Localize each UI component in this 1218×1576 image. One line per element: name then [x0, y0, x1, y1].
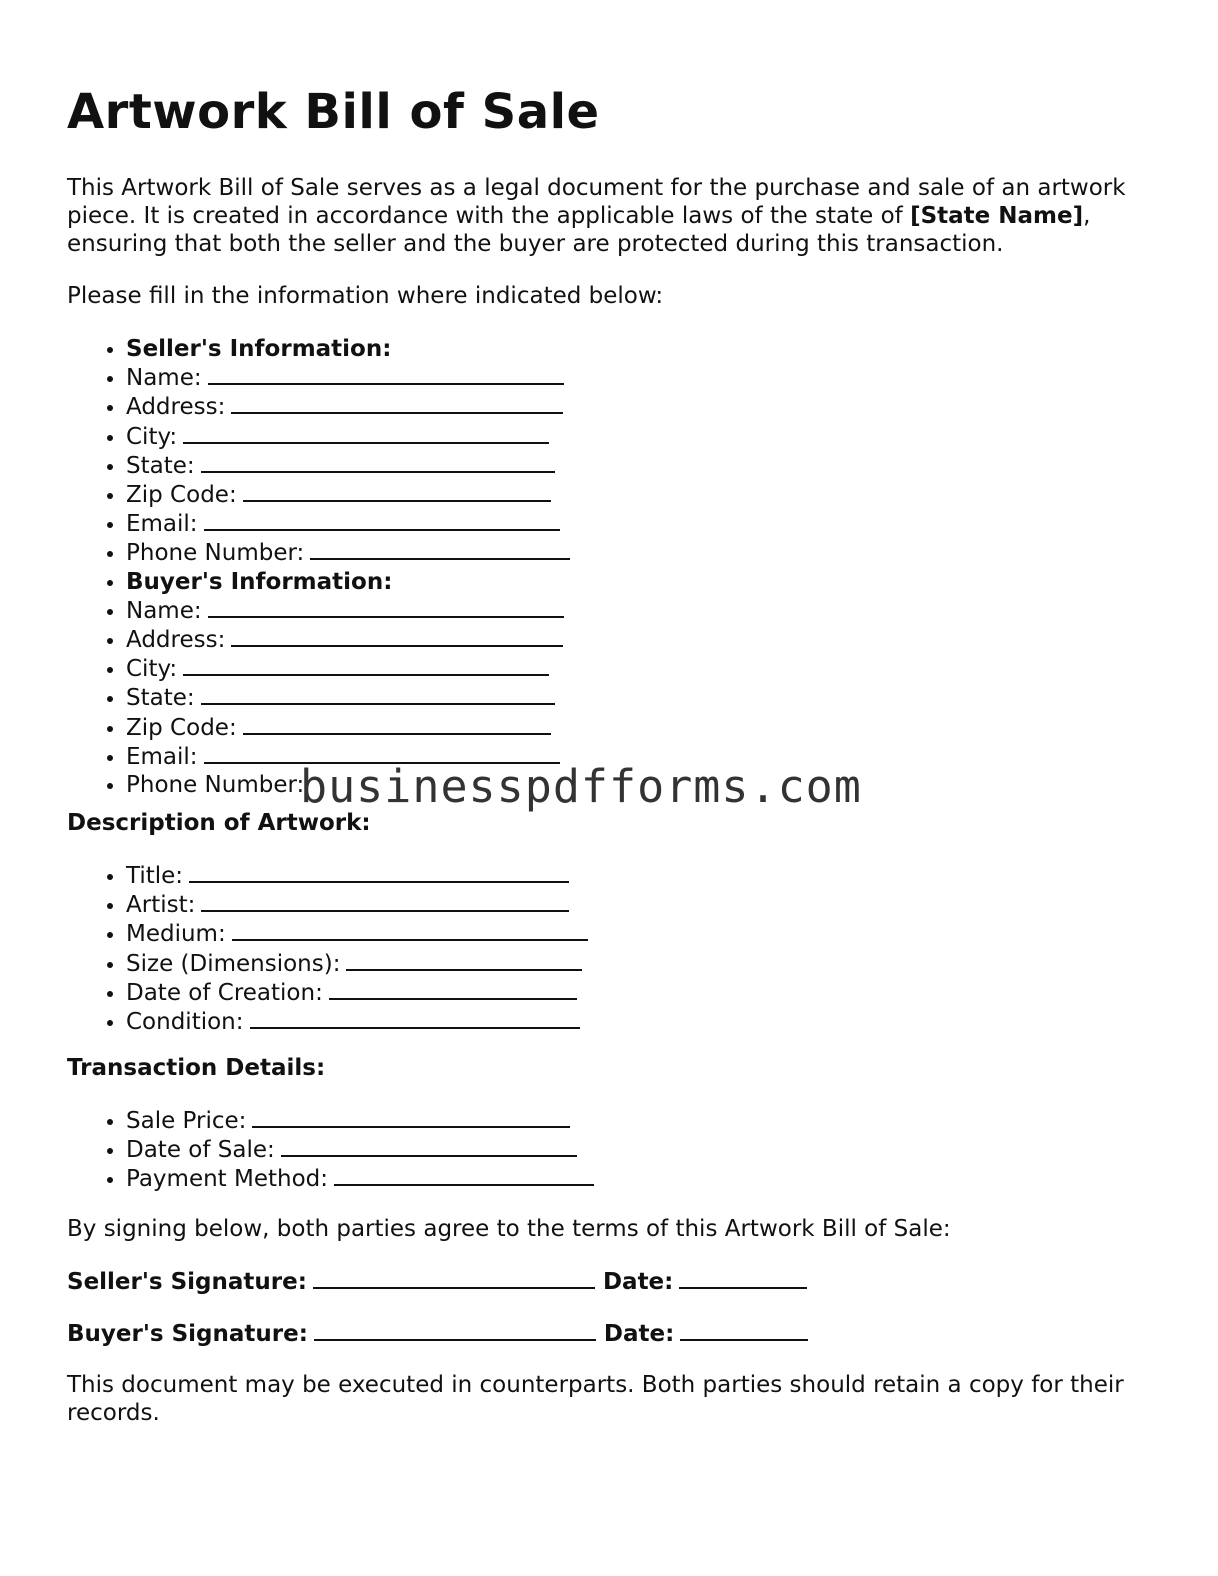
- buyer-address-blank[interactable]: [231, 625, 563, 647]
- buyer-info-header: • Buyer's Information:: [126, 568, 570, 596]
- sale-date-field: [126, 1135, 594, 1164]
- artwork-medium-blank[interactable]: [232, 919, 588, 941]
- seller-address-blank[interactable]: [231, 392, 563, 414]
- artwork-description-heading: Description of Artwork:: [67, 810, 371, 836]
- field-label: Address:: [126, 627, 226, 654]
- seller-email-blank[interactable]: [204, 509, 560, 531]
- field-label: Phone Number:: [126, 540, 305, 567]
- field-label: Name:: [126, 597, 202, 624]
- field-label: Date of Creation:: [126, 979, 323, 1006]
- intro-text-1: This Artwork Bill of Sale serves as a legal document for the purchase and sale of an artwork piece. It is created in accordance with the applicable laws of the state of: [67, 175, 1126, 229]
- seller-date-blank[interactable]: [679, 1267, 807, 1289]
- sale-price-field: [126, 1106, 594, 1135]
- seller-name-blank[interactable]: [208, 363, 564, 385]
- artwork-date-blank[interactable]: [329, 978, 577, 1000]
- state-name-placeholder: [State Name]: [910, 203, 1084, 229]
- buyer-name-field: [126, 596, 570, 625]
- buyer-city-field: [126, 654, 570, 683]
- seller-phone-blank[interactable]: [310, 538, 570, 560]
- field-label: State:: [126, 685, 195, 712]
- buyer-date-blank[interactable]: [680, 1319, 808, 1341]
- intro-paragraph: [67, 174, 1147, 258]
- seller-email-field: [126, 509, 570, 538]
- seller-zip-field: [126, 480, 570, 509]
- artwork-title-field: [126, 861, 588, 890]
- field-label: Email:: [126, 511, 198, 538]
- document-title: Artwork Bill of Sale: [67, 84, 600, 140]
- field-label: Name:: [126, 365, 202, 392]
- artwork-size-field: [126, 949, 588, 978]
- sale-price-blank[interactable]: [252, 1106, 570, 1128]
- field-label: Sale Price:: [126, 1108, 247, 1134]
- seller-city-field: [126, 422, 570, 451]
- field-label: Address:: [126, 394, 226, 421]
- seller-date-label: Date:: [602, 1269, 674, 1295]
- transaction-fields-list: [67, 1106, 594, 1194]
- field-label: Medium:: [126, 921, 226, 948]
- field-label: Email:: [126, 743, 198, 770]
- seller-phone-field: [126, 538, 570, 567]
- seller-zip-blank[interactable]: [243, 480, 551, 502]
- field-label: City:: [126, 656, 178, 683]
- watermark: businesspdfforms.com: [300, 760, 862, 813]
- artwork-size-blank[interactable]: [346, 949, 582, 971]
- field-label: Payment Method:: [126, 1166, 329, 1193]
- artwork-date-field: [126, 978, 588, 1007]
- seller-signature-line: [67, 1267, 807, 1295]
- seller-signature-label: Seller's Signature:: [67, 1269, 307, 1295]
- artwork-artist-field: [126, 890, 588, 919]
- buyer-signature-blank[interactable]: [314, 1319, 596, 1341]
- intro-text-2: , ensuring that both the seller and the buyer are protected during this transaction.: [67, 203, 1091, 257]
- artwork-condition-field: [126, 1007, 588, 1036]
- agreement-statement: By signing below, both parties agree to the terms of this Artwork Bill of Sale:: [67, 1216, 951, 1242]
- seller-state-field: [126, 451, 570, 480]
- seller-name-field: [126, 363, 570, 392]
- field-label: Date of Sale:: [126, 1137, 275, 1164]
- seller-city-blank[interactable]: [183, 422, 549, 444]
- payment-method-field: [126, 1164, 594, 1193]
- artwork-medium-field: [126, 919, 588, 948]
- instruction-text: Please fill in the information where indicated below:: [67, 283, 664, 309]
- artwork-fields-list: [67, 861, 588, 1036]
- closing-note: This document may be executed in counterparts. Both parties should retain a copy for their records.: [67, 1372, 1124, 1426]
- field-label: Condition:: [126, 1009, 244, 1036]
- artwork-title-blank[interactable]: [189, 861, 569, 883]
- field-label: State:: [126, 452, 195, 479]
- field-label: Phone Number:: [126, 772, 305, 799]
- seller-address-field: [126, 392, 570, 421]
- sale-date-blank[interactable]: [281, 1135, 577, 1157]
- buyer-address-field: [126, 625, 570, 654]
- buyer-signature-label: Buyer's Signature:: [67, 1321, 308, 1347]
- buyer-zip-field: [126, 713, 570, 742]
- field-label: Size (Dimensions):: [126, 950, 341, 977]
- field-label: Title:: [126, 863, 184, 889]
- seller-info-header: • Seller's Information:: [126, 335, 570, 363]
- artwork-artist-blank[interactable]: [201, 890, 569, 912]
- party-information-list: [67, 335, 570, 799]
- buyer-name-blank[interactable]: [208, 596, 564, 618]
- seller-signature-blank[interactable]: [313, 1267, 595, 1289]
- seller-state-blank[interactable]: [201, 451, 555, 473]
- buyer-signature-line: [67, 1319, 808, 1347]
- buyer-state-field: [126, 683, 570, 712]
- buyer-zip-blank[interactable]: [243, 713, 551, 735]
- field-label: Artist:: [126, 892, 196, 919]
- buyer-city-blank[interactable]: [183, 654, 549, 676]
- buyer-date-label: Date:: [603, 1321, 675, 1347]
- field-label: City:: [126, 423, 178, 450]
- field-label: Zip Code:: [126, 482, 237, 509]
- field-label: Zip Code:: [126, 714, 237, 741]
- buyer-state-blank[interactable]: [201, 683, 555, 705]
- payment-method-blank[interactable]: [334, 1164, 594, 1186]
- artwork-condition-blank[interactable]: [250, 1007, 580, 1029]
- transaction-details-heading: Transaction Details:: [67, 1055, 326, 1081]
